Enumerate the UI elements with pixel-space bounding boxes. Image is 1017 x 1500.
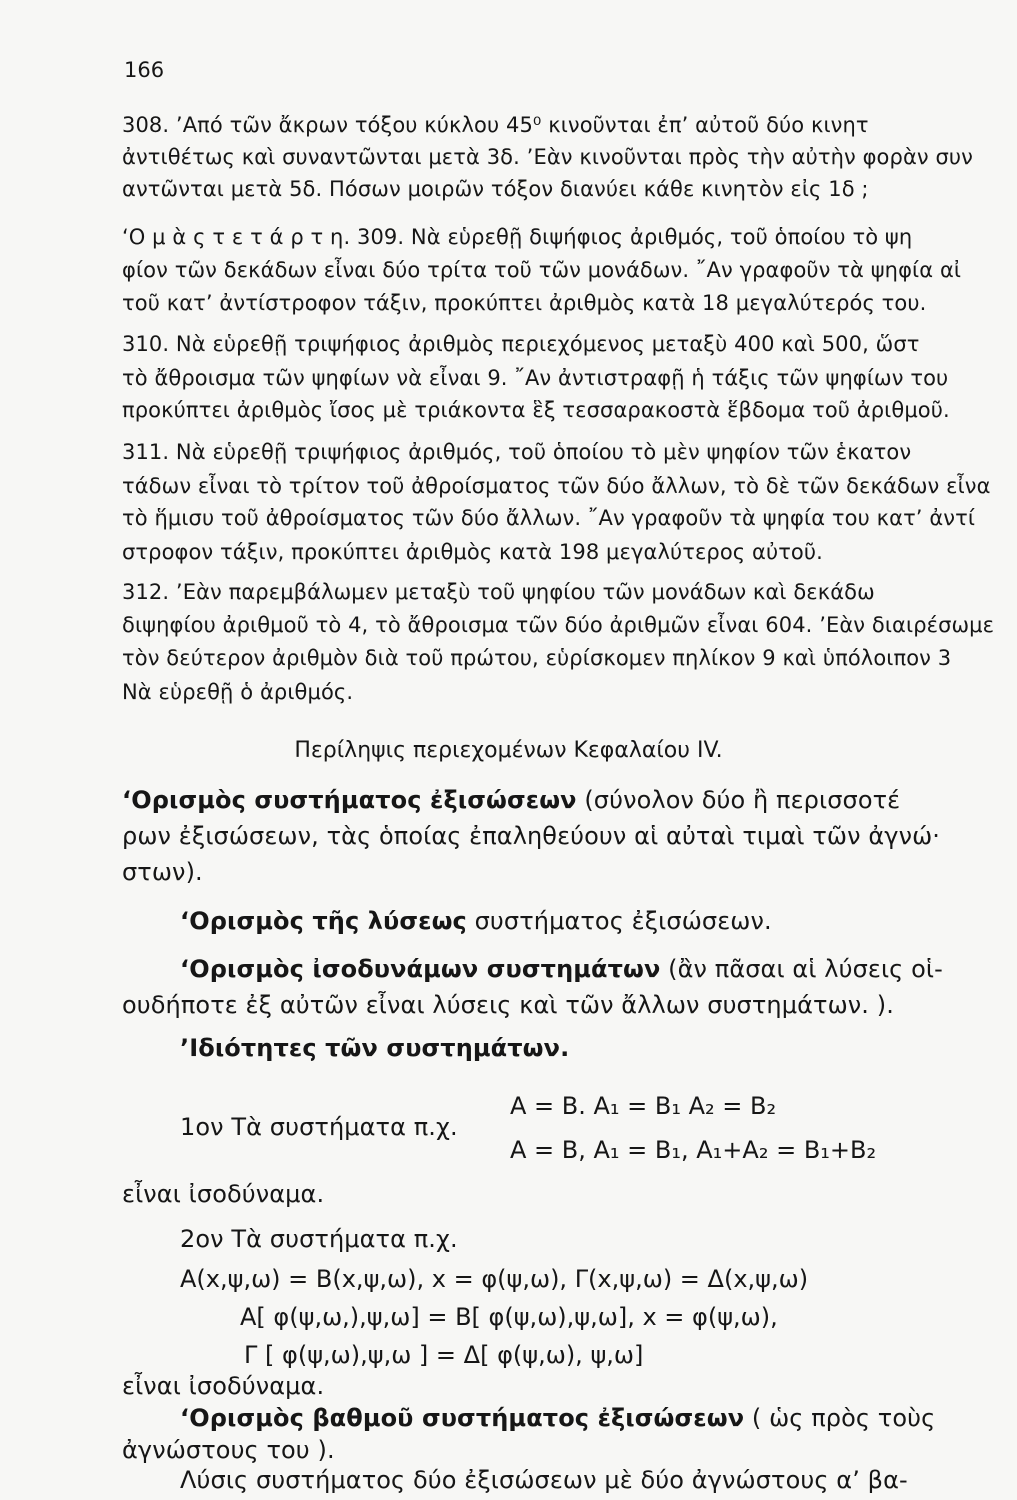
equation: Α(x,ψ,ω) = Β(x,ψ,ω), x = φ(ψ,ω), Γ(x,ψ,ω) = Δ(x,ψ,ω): [180, 1265, 809, 1293]
item1-label: 1ον Τὰ συστήματα π.χ.: [180, 1113, 458, 1141]
problem-line: αντῶνται μετὰ 5δ. Πόσων μοιρῶν τόξον διανύει κάθε κινητὸν εἰς 1δ ;: [122, 177, 869, 201]
problem-line: τὸν δεύτερον ἀριθμὸν διὰ τοῦ πρώτου, εὑρίσκομεν πηλίκον 9 καὶ ὑπόλοιπον 3: [122, 646, 952, 670]
problem-line: τὸ ἄθροισμα τῶν ψηφίων νὰ εἶναι 9. ῎Αν ἀντιστραφῇ ἡ τάξις τῶν ψηφίων του: [122, 366, 949, 390]
problem-line: στροφον τάξιν, προκύπτει ἀριθμὸς κατὰ 198 μεγαλύτερος αὐτοῦ.: [122, 540, 823, 564]
definition-degree: [180, 1404, 935, 1432]
problem-line: 308. ’Από τῶν ἄκρων τόξου κύκλου 45⁰ κινοῦνται ἐπ’ αὐτοῦ δύο κινητ: [122, 113, 869, 137]
problem-line: τάδων εἶναι τὸ τρίτον τοῦ ἀθροίσματος τῶν δύο ἄλλων, τὸ δὲ τῶν δεκάδων εἶνα: [122, 474, 991, 498]
problem-line: φίον τῶν δεκάδων εἶναι δύο τρίτα τοῦ τῶν μονάδων. ῎Αν γραφοῦν τὰ ψηφία αἰ: [122, 258, 962, 282]
problem-line: τὸ ἥμισυ τοῦ ἀθροίσματος τῶν δύο ἄλλων. ῎Αν γραφοῦν τὰ ψηφία του κατ’ ἀντί: [122, 506, 976, 530]
definition-text: (σύνολον δύο ἢ περισσοτέ: [576, 786, 901, 814]
definition-term: ‘Ορισμὸς τῆς λύσεως: [180, 907, 467, 935]
problem-line: 312. ’Εὰν παρεμβάλωμεν μεταξὺ τοῦ ψηφίου τῶν μονάδων καὶ δεκάδω: [122, 580, 875, 604]
item2-conclusion: εἶναι ἰσοδύναμα.: [122, 1372, 325, 1400]
definition-term: ‘Ορισμὸς ἰσοδυνάμων συστημάτων: [180, 955, 661, 983]
page-number: 166: [124, 58, 165, 82]
last-line: Λύσις συστήματος δύο ἐξισώσεων μὲ δύο ἀγνώστους α’ βα-: [180, 1466, 908, 1494]
definition-line: ρων ἐξισώσεων, τὰς ὁποίας ἐπαληθεύουν αἱ αὐταὶ τιμαὶ τῶν ἀγνώ·: [122, 822, 941, 850]
equation: Γ [ φ(ψ,ω),ψ,ω ] = Δ[ φ(ψ,ω), ψ,ω]: [244, 1341, 644, 1369]
problem-line: Νὰ εὑρεθῇ ὁ ἀριθμός.: [122, 680, 354, 704]
definition-line: στων).: [122, 858, 203, 886]
item1-conclusion: εἶναι ἰσοδύναμα.: [122, 1180, 325, 1208]
definition-line: ουδήποτε ἐξ αὐτῶν εἶναι λύσεις καὶ τῶν ἄλλων συστημάτων. ).: [122, 991, 894, 1019]
item2-label: 2ον Τὰ συστήματα π.χ.: [180, 1225, 458, 1253]
problem-line: τοῦ κατ’ ἀντίστροφον τάξιν, προκύπτει ἀριθμὸς κατὰ 18 μεγαλύτερός του.: [122, 291, 927, 315]
definition-solution: [180, 907, 772, 935]
equation: Α[ φ(ψ,ω,),ψ,ω] = Β[ φ(ψ,ω),ψ,ω], x = φ(ψ,ω),: [240, 1303, 778, 1331]
definition-system: [122, 786, 900, 814]
definition-line: ἀγνώστους του ).: [122, 1436, 335, 1464]
properties-title: ’Ιδιότητες τῶν συστημάτων.: [180, 1034, 570, 1062]
definition-term: ‘Ορισμὸς συστήματος ἐξισώσεων: [122, 786, 577, 814]
definition-term: ‘Ορισμὸς βαθμοῦ συστήματος ἐξισώσεων: [180, 1404, 745, 1432]
definition-text: συστήματος ἐξισώσεων.: [466, 907, 772, 935]
problem-line: διψηφίου ἀριθμοῦ τὸ 4, τὸ ἄθροισμα τῶν δύο ἀριθμῶν εἶναι 604. ’Εὰν διαιρέσωμε: [122, 613, 995, 637]
problem-line: 311. Νὰ εὑρεθῇ τριψήφιος ἀριθμός, τοῦ ὁποίου τὸ μὲν ψηφίον τῶν ἑκατον: [122, 440, 912, 464]
definition-equivalent: [180, 955, 943, 983]
definition-text: ( ὡς πρὸς τοὺς: [744, 1404, 936, 1432]
definition-text: (ἂν πᾶσαι αἱ λύσεις οἱ-: [660, 955, 943, 983]
equation: Α = Β, Α₁ = Β₁, Α₁+Α₂ = Β₁+Β₂: [510, 1136, 877, 1164]
equation: Α = Β. Α₁ = Β₁ Α₂ = Β₂: [510, 1092, 777, 1120]
problem-line: προκύπτει ἀριθμὸς ἴσος μὲ τριάκοντα ἓξ τεσσαρακοστὰ ἕβδομα τοῦ ἀριθμοῦ.: [122, 398, 950, 422]
problem-line: 310. Νὰ εὑρεθῇ τριψήφιος ἀριθμὸς περιεχόμενος μεταξὺ 400 καὶ 500, ὥστ: [122, 332, 920, 356]
problem-line: ‘Ο μ ὰ ς τ ε τ ά ρ τ η. 309. Νὰ εὑρεθῇ διψήφιος ἀριθμός, τοῦ ὁποίου τὸ ψη: [122, 225, 913, 249]
summary-title: Περίληψις περιεχομένων Κεφαλαίου IV.: [294, 738, 723, 763]
problem-line: ἀντιθέτως καὶ συναντῶνται μετὰ 3δ. ’Εὰν κινοῦνται πρὸς τὴν αὐτὴν φορὰν συν: [122, 145, 973, 169]
